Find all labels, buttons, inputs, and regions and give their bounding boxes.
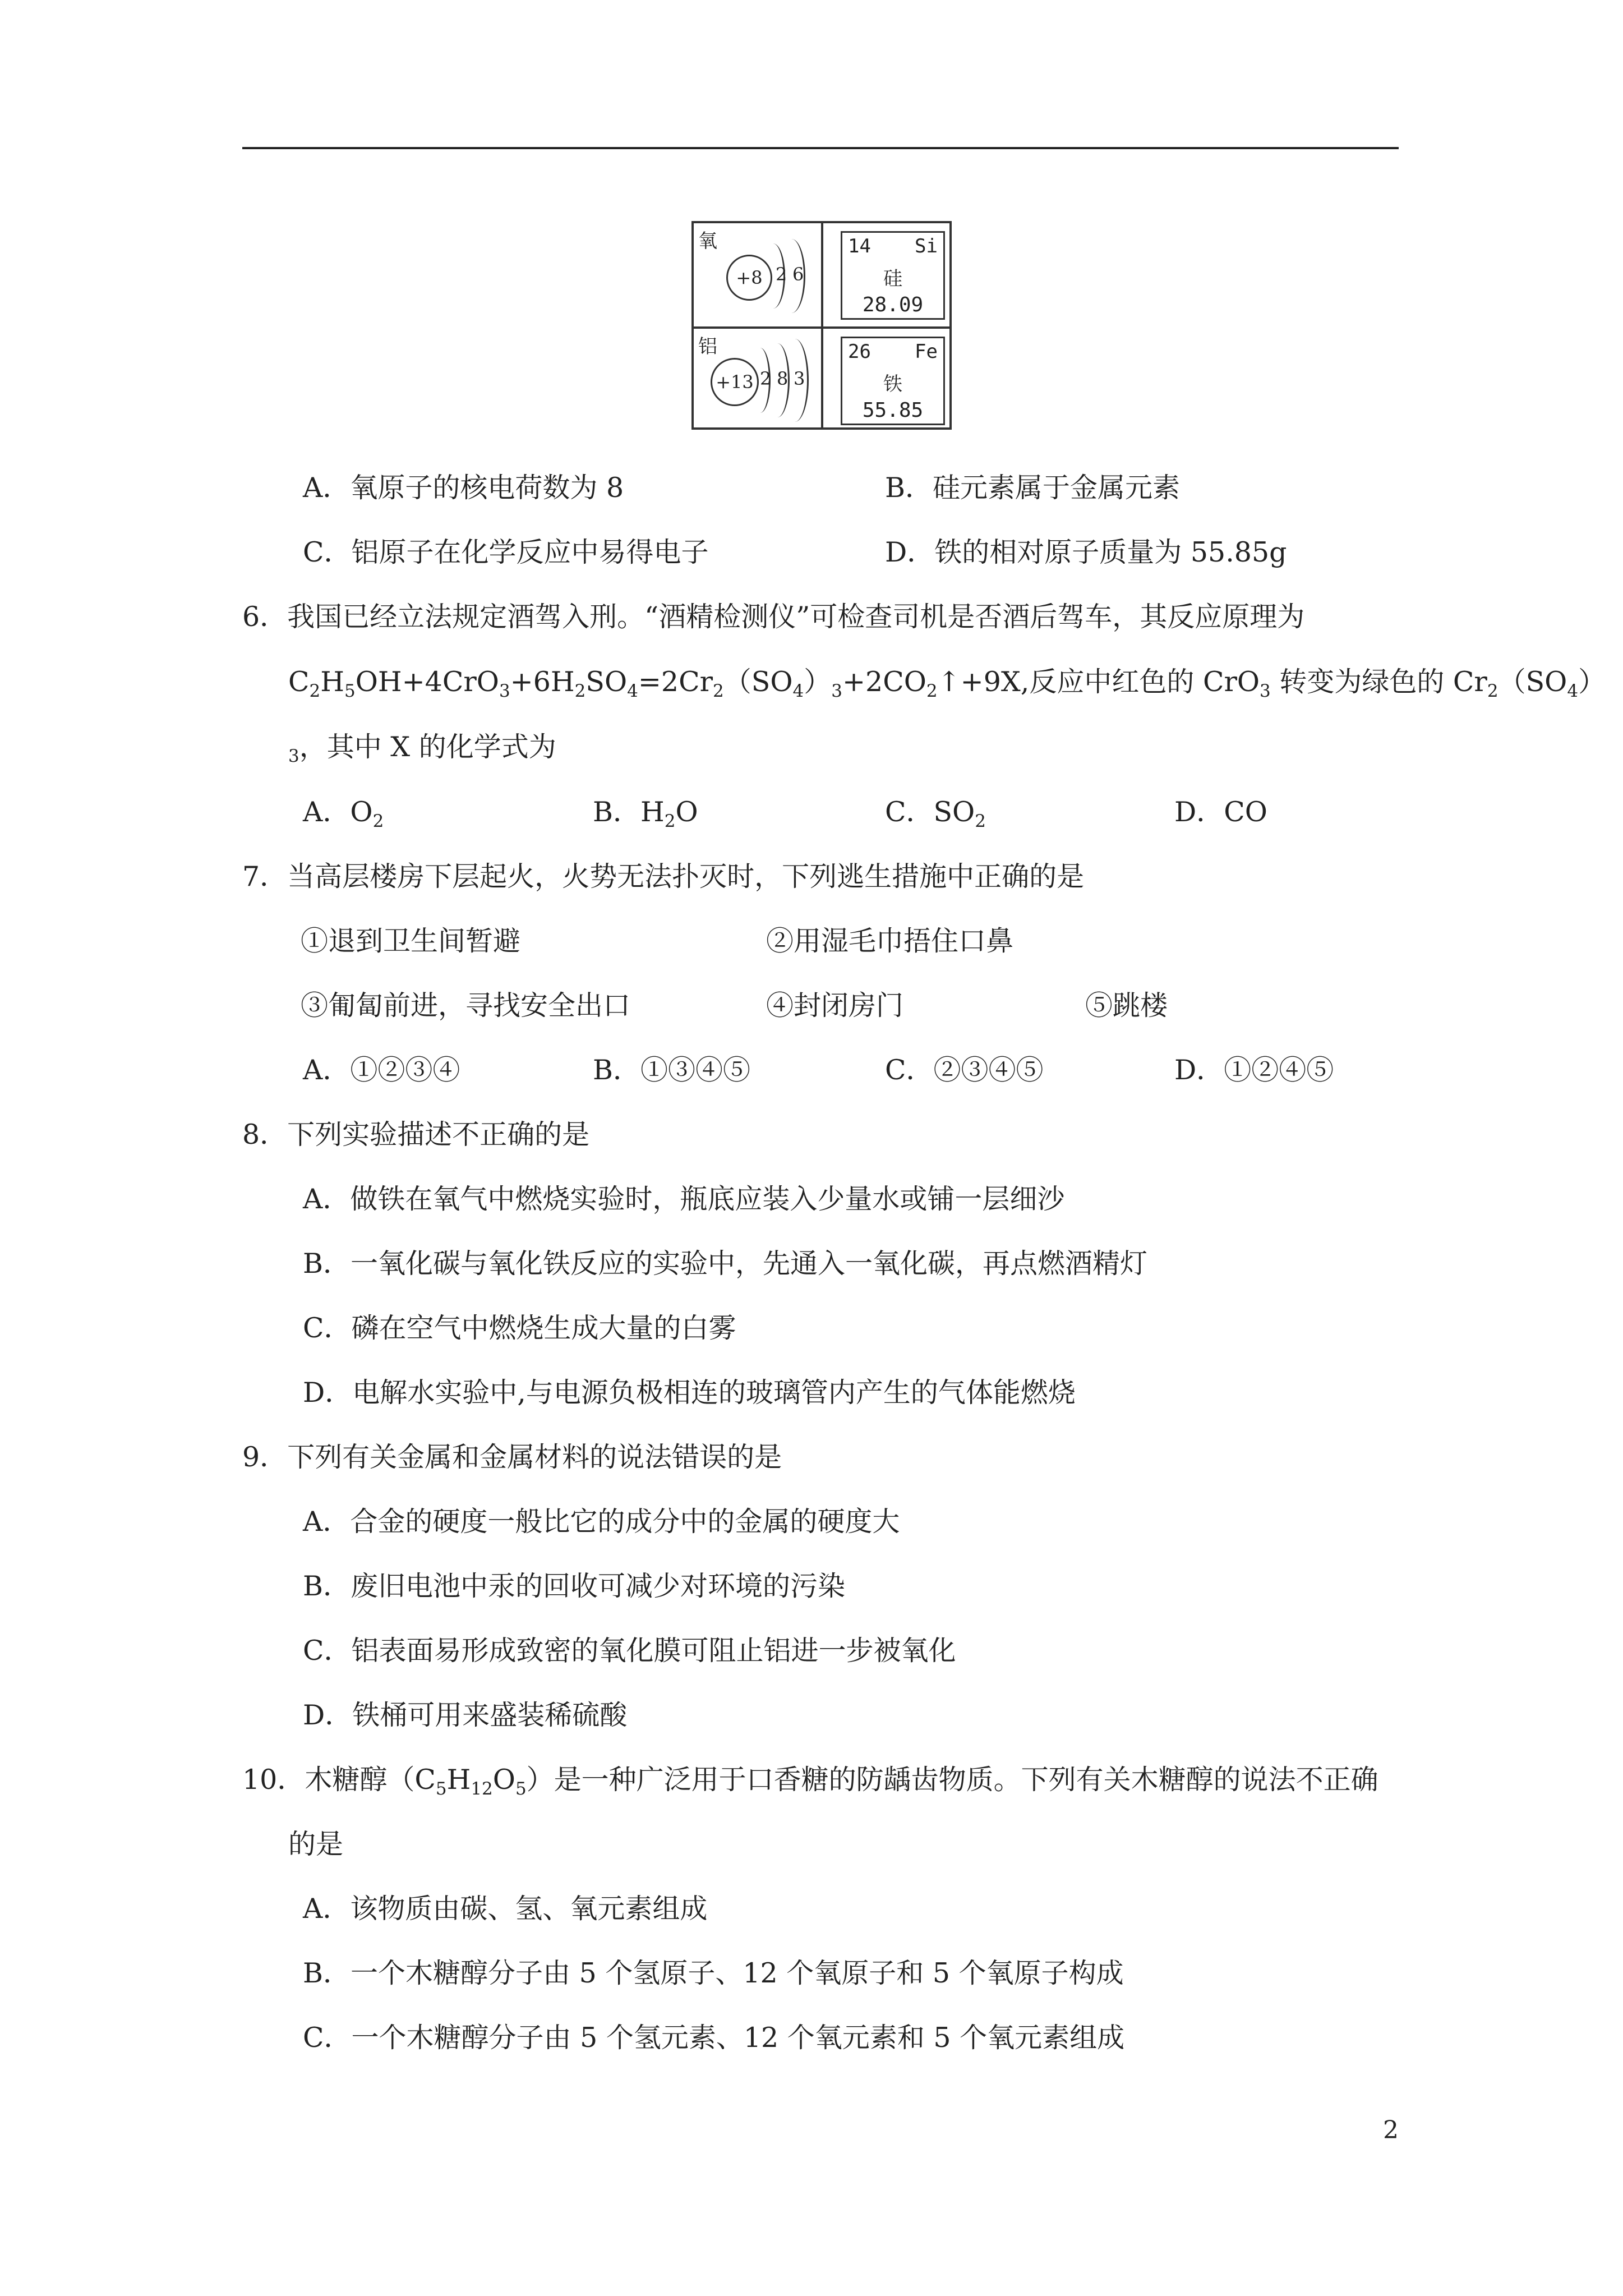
q7-item-3: ③匍匐前进，寻找安全出口: [301, 990, 631, 1022]
iron-table-cell: [841, 337, 945, 425]
q10-stem-cont: 的是: [288, 1828, 344, 1860]
q5-option-d: D．铁的相对原子质量为 55.85g: [885, 536, 1287, 568]
oxygen-label: 氧: [698, 230, 717, 252]
q7-item-1: ①退到卫生间暂避: [301, 925, 521, 957]
q6-stem-tail: $_3$，其中 X 的化学式为: [288, 731, 556, 766]
element-name: 硅: [883, 268, 902, 290]
element-name: 铁: [883, 373, 902, 395]
q9-option-d: D．铁桶可用来盛装稀硫酸: [303, 1699, 628, 1731]
q10-option-a: A．该物质由碳、氢、氧元素组成: [303, 1893, 708, 1925]
shell-electrons: 3: [794, 368, 805, 389]
q10-option-b: B．一个木糖醇分子由 5 个氢原子、12 个氧原子和 5 个氧原子构成: [303, 1957, 1124, 1989]
header-rule: [242, 147, 1399, 149]
aluminum-atom-diagram: [694, 329, 821, 432]
q7-stem: 7．当高层楼房下层起火，火势无法扑灭时，下列逃生措施中正确的是: [242, 861, 1085, 892]
q9-option-c: C．铝表面易形成致密的氧化膜可阻止铝进一步被氧化: [303, 1635, 956, 1667]
q5-option-b: B．硅元素属于金属元素: [885, 472, 1181, 504]
oxygen-atom-diagram: [694, 223, 821, 326]
q7-option-b: B．①③④⑤: [593, 1054, 751, 1086]
shell-electrons: 8: [777, 368, 789, 389]
atomic-mass: 55.85: [862, 399, 924, 422]
q5-option-c: C．铝原子在化学反应中易得电子: [303, 536, 709, 568]
q7-option-c: C．②③④⑤: [885, 1054, 1044, 1086]
q10-stem: 10．木糖醇$(C_5H_{12}O_5)$是一种广泛用于口香糖的防龋齿物质。下列有关木糖醇的说法不正确: [242, 1764, 1378, 1799]
q7-item-4: ④封闭房门: [766, 990, 904, 1022]
q8-option-b: B．一氧化碳与氧化铁反应的实验中，先通入一氧化碳，再点燃酒精灯: [303, 1248, 1148, 1280]
atomic-mass: 28.09: [862, 293, 924, 316]
atomic-number: 14: [848, 235, 871, 257]
element-figure: [691, 221, 952, 430]
q8-stem: 8．下列实验描述不正确的是: [242, 1119, 590, 1151]
element-symbol: Fe: [915, 341, 938, 363]
aluminum-nucleus: +13: [711, 358, 759, 406]
q8-option-d: D．电解水实验中,与电源负极相连的玻璃管内产生的气体能燃烧: [303, 1377, 1076, 1409]
q6-equation: $C_2H_5OH+4CrO_3+6H_2SO_4=2Cr_2(SO_4)_3+2CO_2↑+9X$,反应中红色的 CrO$_3$ 转变为绿色的 $Cr_2(SO_4)$: [288, 666, 1606, 701]
q5-option-a: A．氧原子的核电荷数为 8: [303, 472, 624, 504]
q6-option-a: A．$O_2$: [303, 796, 384, 831]
q7-option-a: A．①②③④: [303, 1054, 460, 1086]
shell-electrons: 6: [792, 264, 804, 285]
q8-option-c: C．磷在空气中燃烧生成大量的白雾: [303, 1312, 736, 1344]
aluminum-label: 铝: [698, 335, 717, 358]
q9-option-b: B．废旧电池中汞的回收可减少对环境的污染: [303, 1570, 846, 1602]
q6-option-d: D．CO: [1174, 796, 1267, 828]
atomic-number: 26: [848, 341, 871, 363]
q6-stem: 6．我国已经立法规定酒驾入刑。“酒精检测仪”可检查司机是否酒后驾车，其反应原理为: [242, 601, 1305, 633]
q7-item-2: ②用湿毛巾捂住口鼻: [766, 925, 1014, 957]
silicon-table-cell: [841, 231, 945, 320]
q6-option-b: B．$H_2O$: [593, 796, 698, 831]
q9-stem: 9．下列有关金属和金属材料的说法错误的是: [242, 1441, 782, 1473]
q7-item-5: ⑤跳楼: [1085, 990, 1168, 1022]
figure-divider: [821, 223, 823, 427]
oxygen-nucleus: +8: [726, 255, 772, 301]
element-symbol: Si: [915, 235, 938, 257]
q7-option-d: D．①②④⑤: [1174, 1054, 1334, 1086]
q10-option-c: C．一个木糖醇分子由 5 个氢元素、12 个氧元素和 5 个氧元素组成: [303, 2022, 1125, 2054]
q6-option-c: C．$SO_2$: [885, 796, 986, 831]
page-number: 2: [1383, 2116, 1399, 2145]
q9-option-a: A．合金的硬度一般比它的成分中的金属的硬度大: [303, 1506, 900, 1538]
shell-electrons: 2: [776, 264, 787, 285]
shell-electrons: 2: [760, 368, 772, 389]
q8-option-a: A．做铁在氧气中燃烧实验时，瓶底应装入少量水或铺一层细沙: [303, 1183, 1065, 1215]
